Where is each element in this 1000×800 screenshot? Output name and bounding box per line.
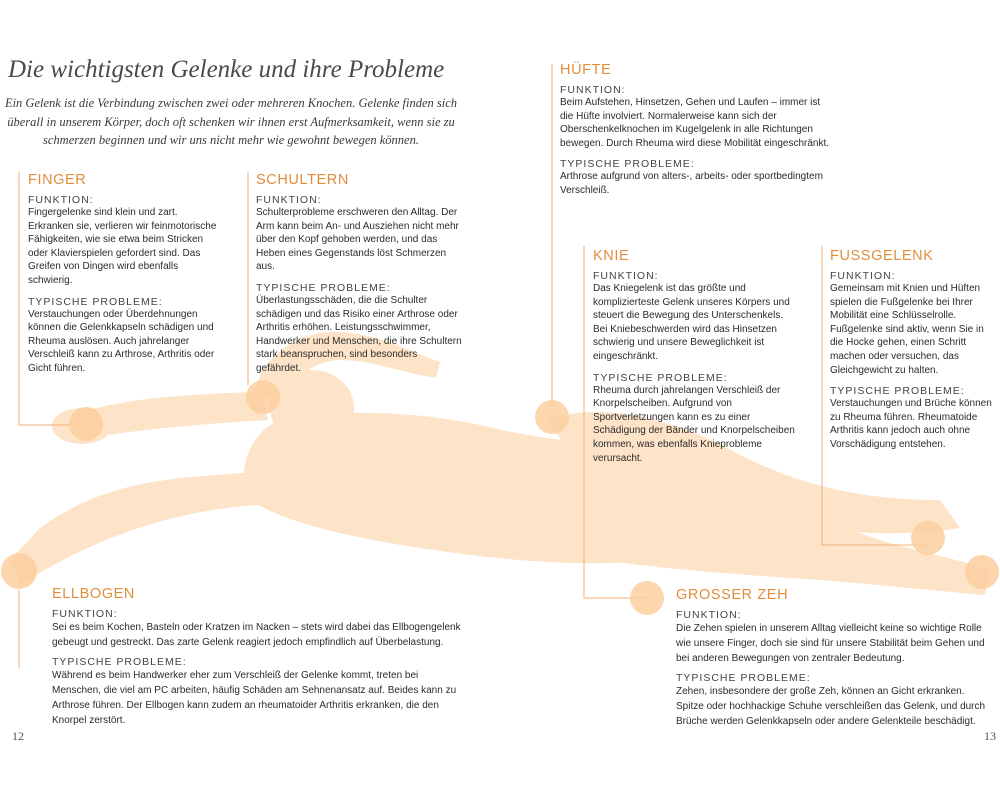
knee-function-label: FUNKTION: [593, 270, 659, 282]
ankle-function-text: Gemeinsam mit Knien und Hüften spielen die Fußgelenke bei Ihrer Mobilität eine Schlüsselrolle. Fußgelenke sind aktiv, wenn Sie in die Hocke gehen, einen Schritt machen oder versuchen, das Gleichgewicht zu halten. [830, 283, 984, 376]
finger-problems-text: Verstauchungen oder Überdehnungen können die Gelenkkapseln schädigen und Rheuma auslösen. Auch jahrelanger Verschleiß kann zu Arthrose, Arthritis oder Gicht führen. [28, 308, 215, 374]
ankle-heading: FUSSGELENK [830, 248, 934, 264]
elbow-section [52, 586, 462, 728]
elbow-function-text: Sei es beim Kochen, Basteln oder Kratzen im Nacken – stets wird dabei das Ellbogengelenk gebeugt und gestreckt. Das zarte Gelenk reagiert jedoch empfindlich auf Überbelastung. [52, 622, 461, 648]
hip-section [560, 62, 832, 198]
ankle-function-label: FUNKTION: [830, 270, 896, 282]
hip-function-text: Beim Aufstehen, Hinsetzen, Gehen und Laufen – immer ist die Hüfte involviert. Normalerweise kann sich der Oberschenkelknochen im Kugelgelenk in alle Richtungen bewegen. Durch Rheuma wird diese Mobilität eingeschränkt. [560, 97, 830, 149]
shoulder-function-text: Schulterprobleme erschweren den Alltag. Der Arm kann beim An- und Ausziehen nicht mehr über den Kopf gehoben werden, und das Heben eines Gegenstands löst Schmerzen aus. [256, 207, 459, 273]
finger-function-label: FUNKTION: [28, 194, 94, 206]
toe-function-text: Die Zehen spielen in unserem Alltag vielleicht keine so wichtige Rolle wie unsere Finger, doch sie sind für unsere Stabilität beim Gehen und bei anderen Bewegungen von zentraler Bedeutung. [676, 623, 985, 664]
finger-joint-marker [69, 407, 103, 441]
toe-function-label: FUNKTION: [676, 609, 742, 621]
shoulder-problems-text: Überlastungsschäden, die die Schulter schädigen und das Risiko einer Arthrose oder Arthritis erhöhen. Leistungsschwimmer, Handwerker und Menschen, die ihre Schultern stark beanspruchen, sind besonders gefährdet. [256, 294, 462, 374]
knee-section [593, 248, 799, 465]
shoulder-problems-label: TYPISCHE PROBLEME: [256, 281, 391, 294]
hip-joint-marker [535, 400, 569, 434]
lower-arm-shape [10, 470, 270, 585]
hip-problems-text: Arthrose aufgrund von alters-, arbeits- oder sportbedingtem Verschleiß. [560, 171, 823, 196]
toe-heading: GROSSER ZEH [676, 587, 789, 603]
page-number-right: 13 [984, 729, 996, 743]
hip-function-label: FUNKTION: [560, 84, 626, 96]
shoulder-section [256, 172, 462, 376]
shoulder-heading: SCHULTERN [256, 172, 349, 188]
page-title: Die wichtigsten Gelenke und ihre Probleme [8, 56, 445, 83]
finger-problems-label: TYPISCHE PROBLEME: [28, 295, 163, 308]
elbow-heading: ELLBOGEN [52, 586, 135, 602]
elbow-problems-text: Während es beim Handwerker eher zum Verschleiß der Gelenke kommt, treten bei Menschen, die viel am PC arbeiten, häufig Schäden am Sehnenansatz auf. Beides kann zu Arthrose führen. Der Ellbogen kann zudem an rheumatoider Arthritis erkranken, die den Knorpel zerstört. [52, 670, 457, 726]
finger-heading: FINGER [28, 172, 87, 188]
ankle-problems-text: Verstauchungen und Brüche können zu Rheuma führen. Rheumatoide Arthritis kann jedoch auch ohne Vorschädigung entstehen. [830, 398, 992, 450]
elbow-joint-marker [1, 553, 37, 589]
knee-problems-text: Rheuma durch jahrelangen Verschleiß der Knorpelscheiben. Aufgrund von Sportverletzungen kann es zu einer Schädigung der Bänder und Knorpelscheiben kommen, was ebenfalls Knieprobleme verursacht. [593, 384, 795, 464]
shoulder-function-label: FUNKTION: [256, 194, 322, 206]
shoulder-joint-marker [246, 380, 280, 414]
toe-problems-label: TYPISCHE PROBLEME: [676, 672, 811, 684]
ankle-problems-label: TYPISCHE PROBLEME: [830, 385, 965, 398]
knee-function-text: Das Kniegelenk ist das größte und komplizierteste Gelenk unseres Körpers und steuert die Bewegung des Unterschenkels. Bei Kniebeschwerden wird das Hinsetzen schwierig und unsere Beweglichkeit ist eingeschränkt. [593, 283, 790, 362]
finger-function-text: Fingergelenke sind klein und zart. Erkranken sie, verlieren wir feinmotorische Fähigkeiten, wie sie etwa beim Stricken oder Klavierspielen gefordert sind. Das Greifen von Dingen wird ebenfalls schwierig. [28, 207, 217, 286]
page-number-left: 12 [12, 729, 24, 743]
toe-problems-text: Zehen, insbesondere der große Zeh, können an Gicht erkranken. Spitze oder hochhackige Schuhe verschleißen das Gelenk, und durch Brüche werden Gelenkkapseln oder andere Gelenkteile beschädigt. [676, 686, 986, 727]
ankle-section [830, 248, 996, 452]
ankle-joint-marker [911, 521, 945, 555]
elbow-problems-label: TYPISCHE PROBLEME: [52, 656, 187, 668]
toe-joint-marker [965, 555, 999, 589]
finger-section [28, 172, 224, 376]
knee-heading: KNIE [593, 248, 630, 264]
intro-paragraph: Ein Gelenk ist die Verbindung zwischen zwei oder mehreren Knochen. Gelenke finden sich überall in unserem Körper, doch oft schenken wir ihnen erst Aufmerksamkeit, wenn sie zu schmerzen beginnen und wir uns nicht mehr wie gewohnt bewegen können. [4, 96, 458, 147]
knee-problems-label: TYPISCHE PROBLEME: [593, 371, 728, 384]
elbow-function-label: FUNKTION: [52, 608, 118, 620]
toe-section [676, 587, 992, 729]
knee-joint-marker [630, 581, 664, 615]
hip-problems-label: TYPISCHE PROBLEME: [560, 158, 695, 171]
hip-heading: HÜFTE [560, 62, 612, 78]
